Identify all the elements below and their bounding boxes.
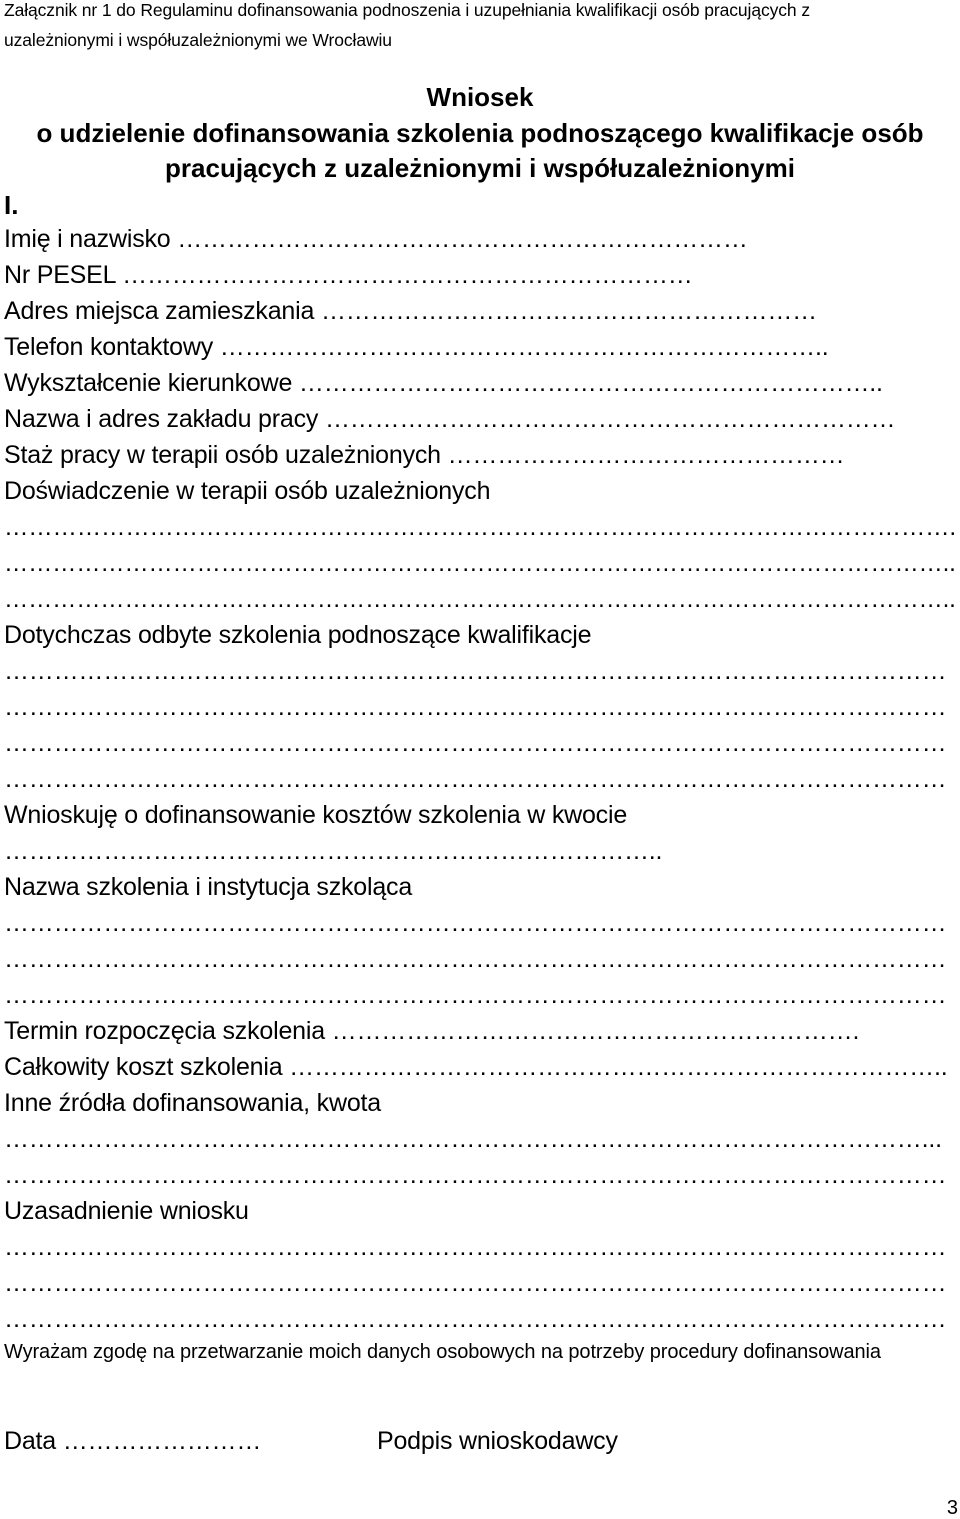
justification-label: Uzasadnienie wniosku <box>4 1197 249 1225</box>
consent-statement: Wyrażam zgodę na przetwarzanie moich danych osobowych na potrzeby procedury dofinansowania <box>4 1341 881 1363</box>
form-subtitle-line-2: pracujących z uzależnionymi i współuzależnionymi <box>165 153 795 183</box>
justification-line-1[interactable]: …………………………………………………………………………………………………… <box>4 1233 947 1261</box>
experience-label: Doświadczenie w terapii osób uzależnionych <box>4 477 491 505</box>
course-line-3[interactable]: …………………………………………………………………………………………………… <box>4 981 947 1009</box>
field-workplace[interactable]: Nazwa i adres zakładu pracy …………………………………………………………… <box>4 405 896 433</box>
other-funding-label: Inne źródła dofinansowania, kwota <box>4 1089 381 1117</box>
trainings-line-3[interactable]: …………………………………………………………………………………………………… <box>4 729 947 757</box>
trainings-label: Dotychczas odbyte szkolenia podnoszące kwalifikacje <box>4 621 592 649</box>
form-title: Wniosek <box>426 82 534 112</box>
other-funding-line-1[interactable]: …………………………………………………………………………………………………... <box>4 1125 942 1153</box>
signature-label: Podpis wnioskodawcy <box>377 1427 618 1455</box>
section-number: I. <box>4 190 19 220</box>
field-education[interactable]: Wykształcenie kierunkowe …………………………………………………………….. <box>4 369 883 397</box>
amount-line[interactable]: …………………………………………………………………….. <box>4 837 663 865</box>
page-number: 3 <box>946 1497 958 1519</box>
field-seniority[interactable]: Staż pracy w terapii osób uzależnionych ………………………………………… <box>4 441 845 469</box>
field-pesel[interactable]: Nr PESEL …………………………………………………………… <box>4 261 693 289</box>
field-start-date[interactable]: Termin rozpoczęcia szkolenia ………………………………………………………. <box>4 1017 860 1045</box>
experience-line-1[interactable]: ………………………………………………………………………………………………………. <box>4 513 956 541</box>
date-field[interactable]: Data …………………… <box>4 1427 262 1455</box>
experience-line-3[interactable]: ……………………………………………………………………………………………………….. <box>4 585 956 613</box>
header-line-1: Załącznik nr 1 do Regulaminu dofinansowania podnoszenia i uzupełniania kwalifikacji osób pracujących z <box>4 0 810 20</box>
justification-line-3[interactable]: …………………………………………………………………………………………………… <box>4 1305 947 1333</box>
justification-line-2[interactable]: …………………………………………………………………………………………………… <box>4 1269 947 1297</box>
field-total-cost[interactable]: Całkowity koszt szkolenia …………………………………………………………………….. <box>4 1053 948 1081</box>
experience-line-2[interactable]: ……………………………………………………………………………………………………….. <box>4 549 956 577</box>
other-funding-line-2[interactable]: …………………………………………………………………………………………………… <box>4 1161 947 1189</box>
field-address[interactable]: Adres miejsca zamieszkania …………………………………………………… <box>4 297 817 325</box>
header-line-2: uzależnionymi i współuzależnionymi we Wrocławiu <box>4 30 392 50</box>
course-line-1[interactable]: …………………………………………………………………………………………………… <box>4 909 947 937</box>
course-label: Nazwa szkolenia i instytucja szkoląca <box>4 873 413 901</box>
trainings-line-2[interactable]: …………………………………………………………………………………………………… <box>4 693 947 721</box>
field-phone[interactable]: Telefon kontaktowy ……………………………………………………………….. <box>4 333 829 361</box>
trainings-line-4[interactable]: …………………………………………………………………………………………………… <box>4 765 947 793</box>
trainings-line-1[interactable]: …………………………………………………………………………………………………… <box>4 657 947 685</box>
form-subtitle-line-1: o udzielenie dofinansowania szkolenia podnoszącego kwalifikacje osób <box>36 118 924 148</box>
course-line-2[interactable]: …………………………………………………………………………………………………… <box>4 945 947 973</box>
field-name[interactable]: Imię i nazwisko …………………………………………………………… <box>4 225 748 253</box>
amount-label: Wnioskuję o dofinansowanie kosztów szkolenia w kwocie <box>4 801 628 829</box>
